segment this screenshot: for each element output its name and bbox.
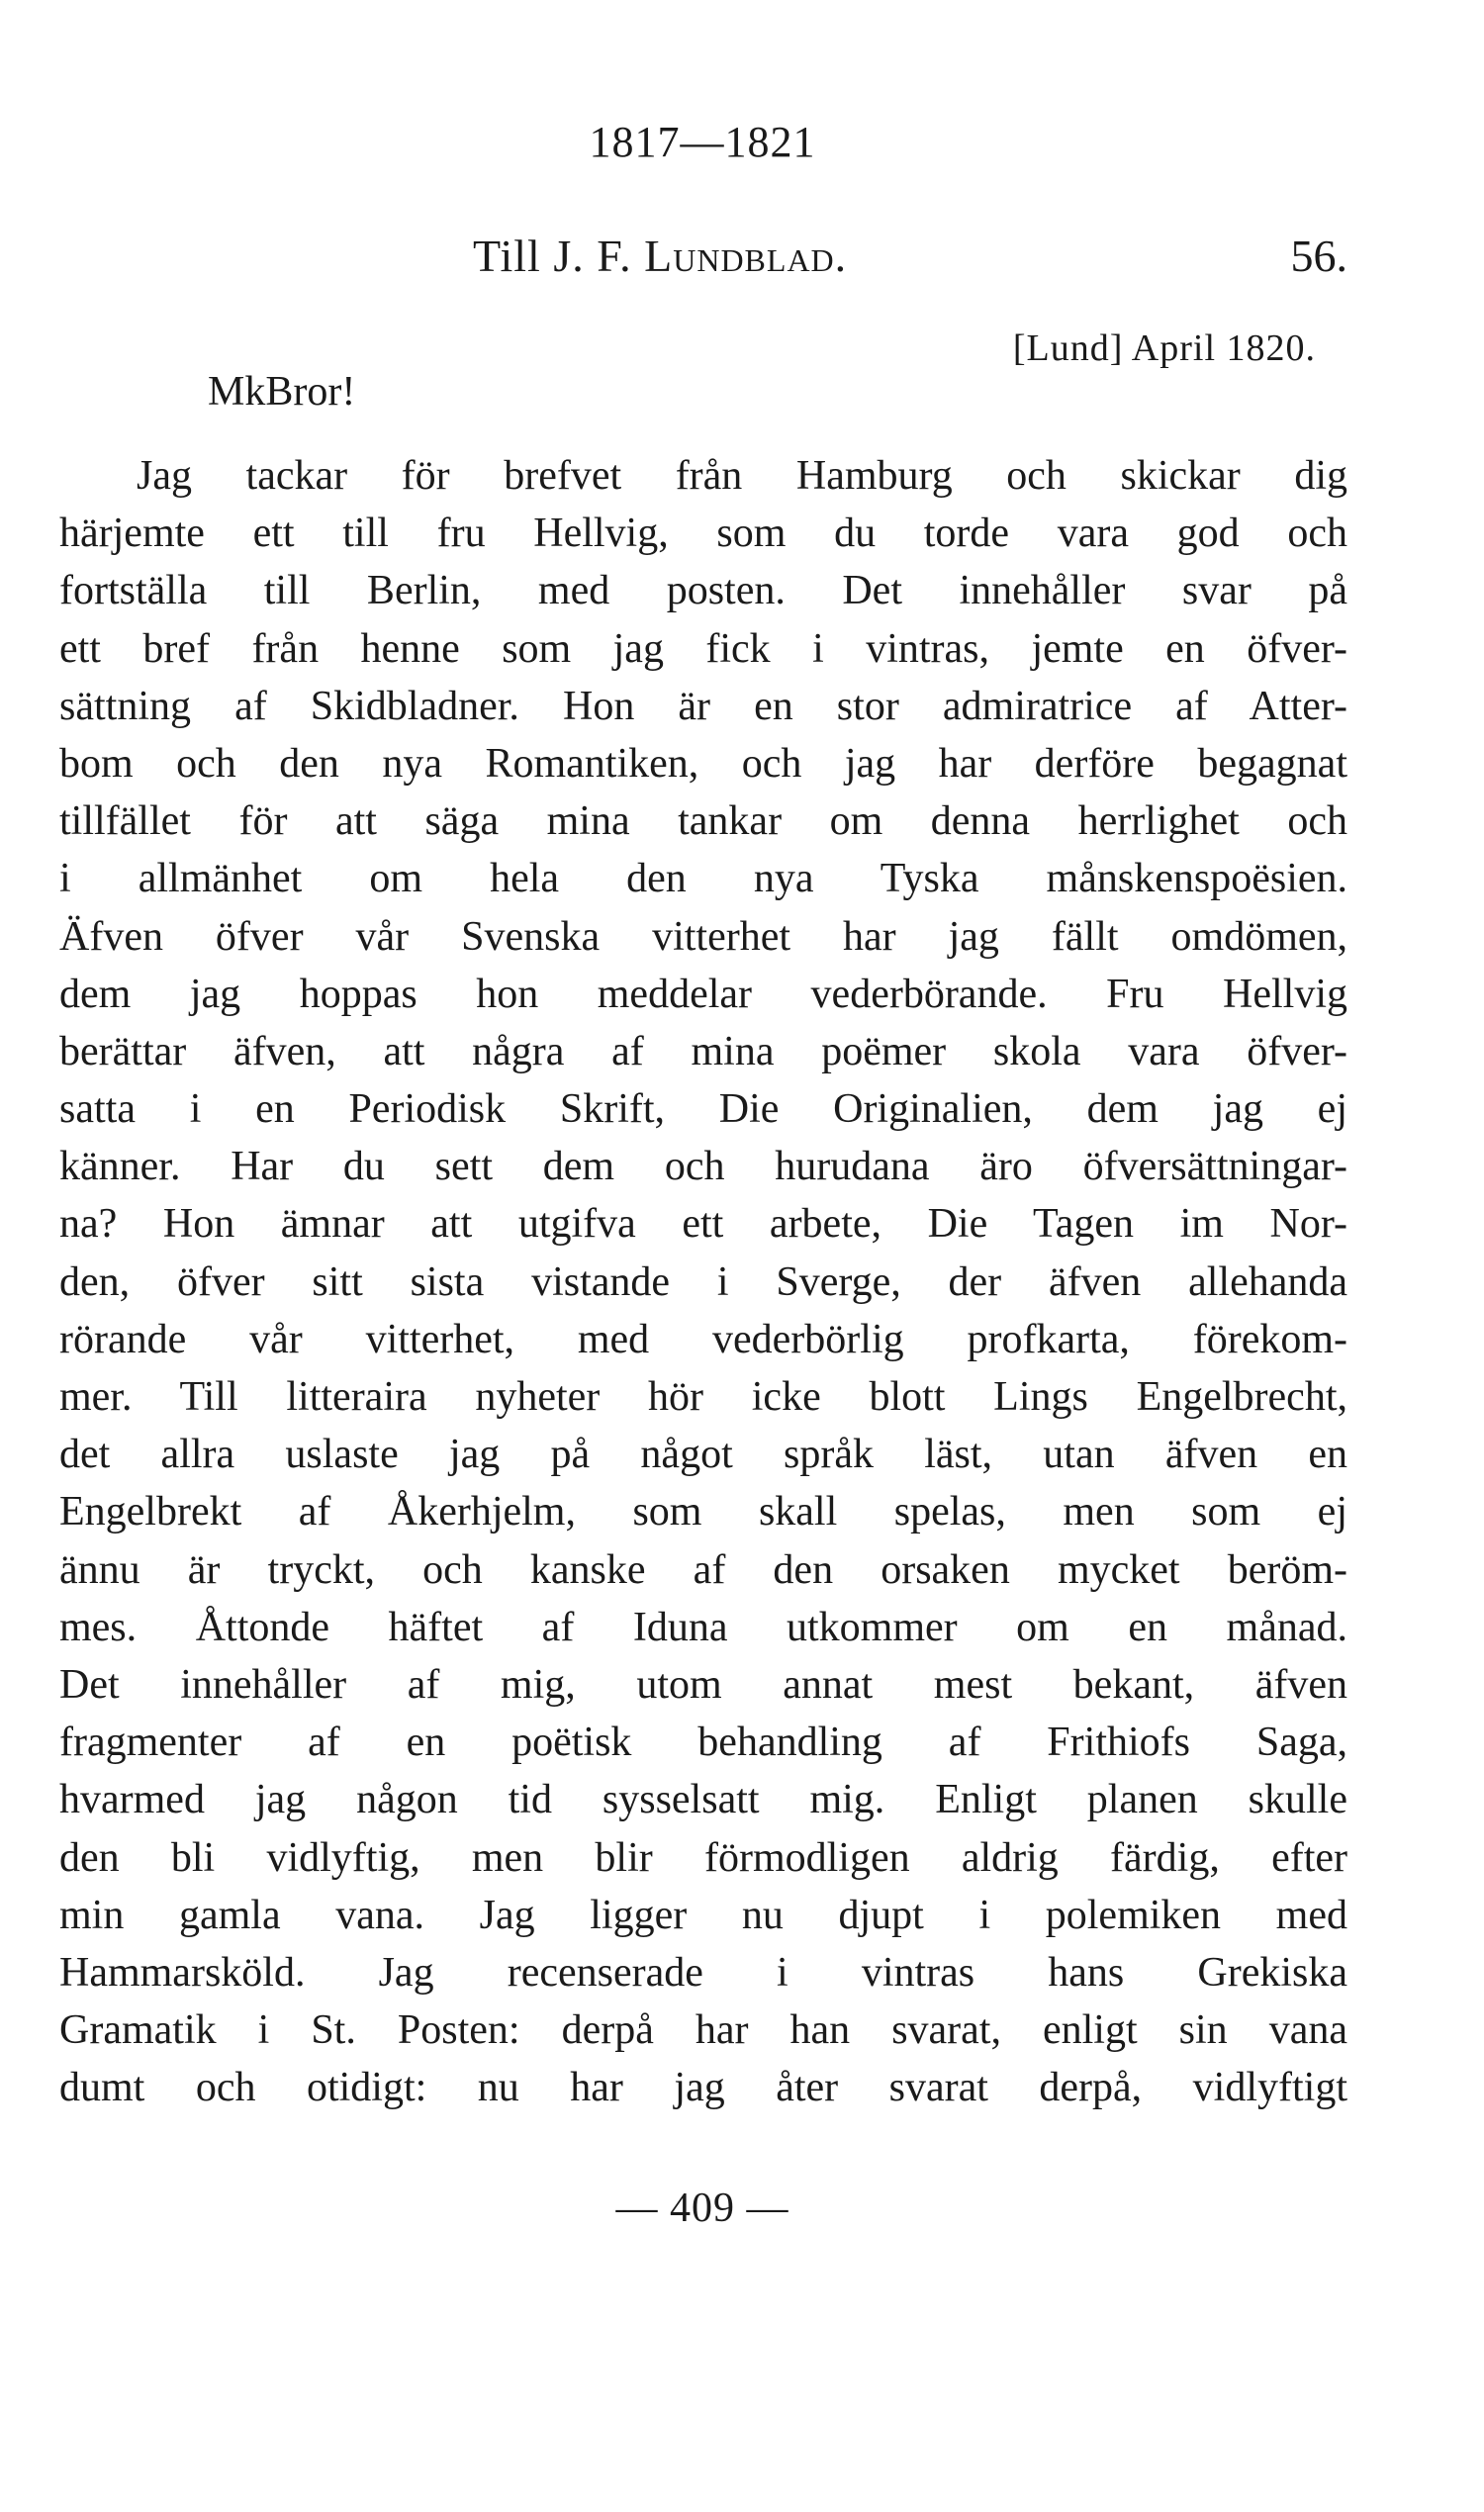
running-head: 1817—1821 xyxy=(589,118,816,166)
body-line: bom och den nya Romantiken, och jag har derföre begagnat xyxy=(59,740,1347,787)
body-line: den bli vidlyftig, men blir förmodligen aldrig färdig, efter xyxy=(59,1834,1347,1881)
letter-recipient: Lundblad. xyxy=(644,231,848,281)
body-line: det allra uslaste jag på något språk läst, utan äfven en xyxy=(59,1432,1347,1478)
body-line: sättning af Skidbladner. Hon är en stor admiratrice af Atter- xyxy=(59,683,1347,729)
body-line: Jag tackar för brefvet från Hamburg och skickar dig xyxy=(137,453,1347,499)
body-line: ännu är tryckt, och kanske af den orsaken mycket beröm- xyxy=(59,1546,1347,1593)
page-number: — 409 — xyxy=(615,2186,789,2231)
body-line: fragmenter af en poëtisk behandling af Frithiofs Saga, xyxy=(59,1720,1347,1766)
body-line: i allmänhet om hela den nya Tyska månskenspoësien. xyxy=(59,856,1347,902)
body-line: Hammarsköld. Jag recenserade i vintras hans Grekiska xyxy=(59,1949,1347,1996)
body-line: Äfven öfver vår Svenska vitterhet har jag fällt omdömen, xyxy=(59,913,1347,960)
body-line: rörande vår vitterhet, med vederbörlig profkarta, förekom- xyxy=(59,1316,1347,1362)
body-line: hvarmed jag någon tid sysselsatt mig. Enligt planen skulle xyxy=(59,1777,1347,1823)
letter-number: 56. xyxy=(1290,231,1347,281)
body-line: tillfället för att säga mina tankar om denna herrlighet och xyxy=(59,798,1347,845)
body-line: den, öfver sitt sista vistande i Sverge, der äfven allehanda xyxy=(59,1258,1347,1305)
salutation: MkBror! xyxy=(208,369,356,415)
letter-body xyxy=(59,447,1347,2116)
body-line: min gamla vana. Jag ligger nu djupt i polemiken med xyxy=(59,1892,1347,1938)
body-line: na? Hon ämnar att utgifva ett arbete, Die Tagen im Nor- xyxy=(59,1201,1347,1248)
body-line: mer. Till litteraira nyheter hör icke blott Lings Engelbrecht, xyxy=(59,1374,1347,1420)
body-line: satta i en Periodisk Skrift, Die Originalien, dem jag ej xyxy=(59,1086,1347,1133)
body-line: mes. Åttonde häftet af Iduna utkommer om en månad. xyxy=(59,1604,1347,1650)
body-line: berättar äfven, att några af mina poëmer skola vara öfver- xyxy=(59,1028,1347,1074)
body-line: fortställa till Berlin, med posten. Det innehåller svar på xyxy=(59,568,1347,614)
body-line: dem jag hoppas hon meddelar vederbörande. Fru Hellvig xyxy=(59,971,1347,1017)
body-line: känner. Har du sett dem och hurudana äro öfversättningar- xyxy=(59,1144,1347,1190)
body-line: Det innehåller af mig, utom annat mest bekant, äfven xyxy=(59,1661,1347,1708)
dateline: [Lund] April 1820. xyxy=(1012,327,1316,369)
body-line: ett bref från henne som jag fick i vintras, jemte en öfver- xyxy=(59,625,1347,672)
letter-heading xyxy=(473,230,847,282)
body-line: Gramatik i St. Posten: derpå har han svarat, enligt sin vana xyxy=(59,2007,1347,2054)
body-line: Engelbrekt af Åkerhjelm, som skall spelas, men som ej xyxy=(59,1489,1347,1535)
body-line: härjemte ett till fru Hellvig, som du torde vara god och xyxy=(59,511,1347,557)
letter-heading-prefix: Till J. F. xyxy=(473,231,645,281)
body-line: dumt och otidigt: nu har jag åter svarat derpå, vidlyftigt xyxy=(59,2065,1347,2111)
